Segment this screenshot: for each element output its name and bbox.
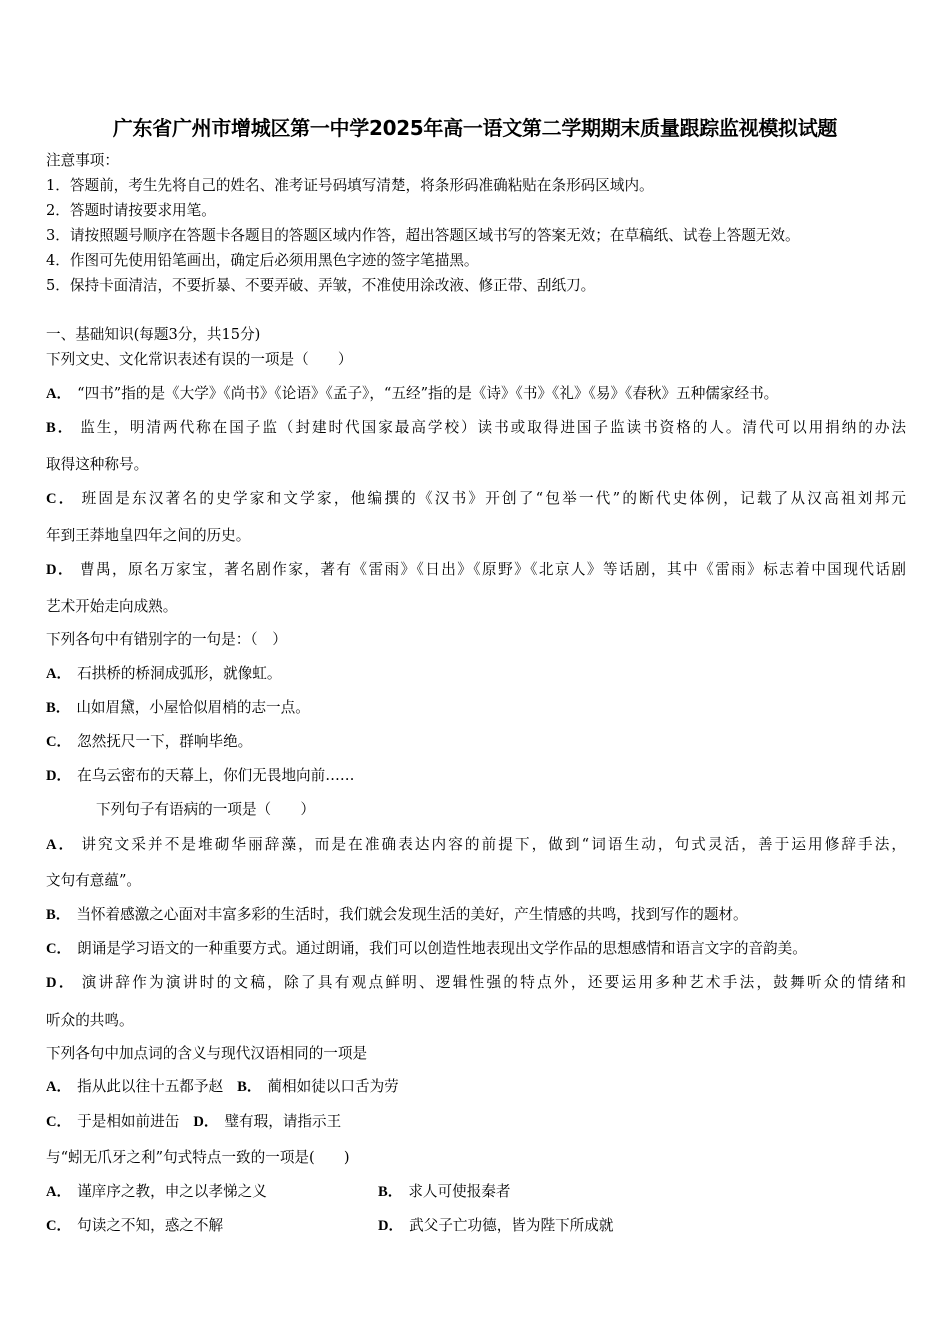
option-label: A． xyxy=(46,1184,72,1200)
notice-item-5: 5．保持卡面清洁，不要折暴、不要弄破、弄皱，不准使用涂改液、修正带、刮纸刀。 xyxy=(46,277,596,294)
option-label: C． xyxy=(46,734,72,750)
q3-option-b xyxy=(46,905,748,925)
option-label: A． xyxy=(46,386,72,402)
option-text: “四书”指的是《大学》《尚书》《论语》《孟子》，“五经”指的是《诗》《书》《礼》《易》《春秋》五种儒家经书。 xyxy=(77,385,779,402)
option-text: 山如眉黛，小屋恰似眉梢的志一点。 xyxy=(76,699,310,716)
option-label: C． xyxy=(46,1218,72,1234)
option-text: 在乌云密布的天幕上，你们无畏地向前…… xyxy=(77,767,355,784)
option-label: A． xyxy=(46,666,72,682)
q1-stem: 下列文史、文化常识表述有误的一项是（ ） xyxy=(46,351,353,368)
option-label: D． xyxy=(46,562,74,578)
option-text: 求人可使报秦者 xyxy=(408,1183,511,1200)
option-label: B． xyxy=(378,1184,403,1200)
q2-stem: 下列各句中有错别字的一句是：（ ） xyxy=(46,631,287,648)
notice-item-2: 2．答题时请按要求用笔。 xyxy=(46,202,216,219)
section-heading: 一、基础知识(每题3分，共15分) xyxy=(46,326,261,343)
option-label: D． xyxy=(193,1114,219,1130)
option-text: 曹禺，原名万家宝，著名剧作家，著有《雷雨》《日出》《原野》《北京人》等话剧，其中《雷雨》标志着中国现代话剧 xyxy=(80,561,906,578)
q2-option-a xyxy=(46,664,281,684)
q3-option-d-cont: 听众的共鸣。 xyxy=(46,1012,134,1029)
q1-option-d xyxy=(46,560,906,580)
q4-stem: 下列各句中加点词的含义与现代汉语相同的一项是 xyxy=(46,1045,368,1062)
q2-option-d xyxy=(46,766,354,786)
q3-option-a xyxy=(46,835,906,855)
option-text: 蔺相如徒以口舌为劳 xyxy=(267,1078,399,1095)
q3-stem: 下列句子有语病的一项是（ ） xyxy=(96,801,315,818)
option-label: A． xyxy=(46,837,76,853)
q3-option-d xyxy=(46,973,906,993)
q5-option-c xyxy=(46,1216,223,1236)
option-text: 演讲辞作为演讲时的文稿，除了具有观点鲜明、逻辑性强的特点外，还要运用多种艺术手法，鼓舞听众的情绪和 xyxy=(81,974,906,991)
q1-option-c xyxy=(46,489,906,509)
q5-stem: 与“蚓无爪牙之利”句式特点一致的一项是( ) xyxy=(46,1149,350,1166)
option-label: B． xyxy=(46,907,71,923)
option-text: 班固是东汉著名的史学家和文学家，他编撰的《汉书》开创了“包举一代”的断代史体例，记载了从汉高祖刘邦元 xyxy=(81,490,906,507)
q1-option-a xyxy=(46,384,778,404)
q1-option-d-cont: 艺术开始走向成熟。 xyxy=(46,598,178,615)
q4-options-ab xyxy=(46,1077,399,1097)
page-title: 广东省广州市增城区第一中学2025年高一语文第二学期期末质量跟踪监视模拟试题 xyxy=(112,116,838,140)
option-text: 当怀着感激之心面对丰富多彩的生活时，我们就会发现生活的美好，产生情感的共鸣，找到写作的题材。 xyxy=(76,906,748,923)
option-label: C． xyxy=(46,1114,72,1130)
option-text: 忽然抚尺一下，群响毕绝。 xyxy=(77,733,253,750)
option-text: 武父子亡功德，皆为陛下所成就 xyxy=(409,1217,614,1234)
q1-option-c-cont: 年到王莽地皇四年之间的历史。 xyxy=(46,527,251,544)
option-label: D． xyxy=(46,768,72,784)
q1-option-b-cont: 取得这种称号。 xyxy=(46,456,149,473)
q4-options-cd xyxy=(46,1112,341,1132)
option-text: 璧有瑕，请指示王 xyxy=(224,1113,342,1130)
notice-item-3: 3．请按照题号顺序在答题卡各题目的答题区域内作答，超出答题区域书写的答案无效；在草稿纸、试卷上答题无效。 xyxy=(46,227,800,244)
option-label: C． xyxy=(46,491,76,507)
notice-item-4: 4．作图可先使用铅笔画出，确定后必须用黑色字迹的签字笔描黑。 xyxy=(46,252,479,269)
q2-option-b xyxy=(46,698,310,718)
q5-option-d xyxy=(378,1216,613,1236)
q2-option-c xyxy=(46,732,252,752)
notice-heading: 注意事项： xyxy=(46,152,119,169)
option-label: B． xyxy=(46,700,71,716)
option-label: B． xyxy=(46,420,75,436)
option-text: 谨庠序之教，申之以孝悌之义 xyxy=(77,1183,267,1200)
option-label: B． xyxy=(237,1079,262,1095)
option-text: 指从此以往十五都予赵 xyxy=(77,1078,224,1095)
q3-option-a-cont: 文句有意蕴”。 xyxy=(46,872,142,889)
option-label: D． xyxy=(46,975,76,991)
option-text: 于是相如前进缶 xyxy=(77,1113,180,1130)
option-text: 监生，明清两代称在国子监（封建时代国家最高学校）读书或取得进国子监读书资格的人。清代可以用捐纳的办法 xyxy=(80,419,906,436)
option-text: 石拱桥的桥洞成弧形，就像虹。 xyxy=(77,665,282,682)
option-text: 朗诵是学习语文的一种重要方式。通过朗诵，我们可以创造性地表现出文学作品的思想感情和语言文字的音韵美。 xyxy=(77,940,807,957)
q1-option-b xyxy=(46,418,906,438)
option-label: C． xyxy=(46,941,72,957)
notice-item-1: 1．答题前，考生先将自己的姓名、准考证号码填写清楚，将条形码准确粘贴在条形码区域内。 xyxy=(46,177,654,194)
option-label: A． xyxy=(46,1079,72,1095)
q3-option-c xyxy=(46,939,807,959)
q5-option-a xyxy=(46,1182,267,1202)
option-text: 句读之不知，惑之不解 xyxy=(77,1217,224,1234)
option-text: 讲究文采并不是堆砌华丽辞藻，而是在准确表达内容的前提下，做到“词语生动，句式灵活，善于运用修辞手法， xyxy=(81,836,906,853)
q5-option-b xyxy=(378,1182,511,1202)
option-label: D． xyxy=(378,1218,404,1234)
